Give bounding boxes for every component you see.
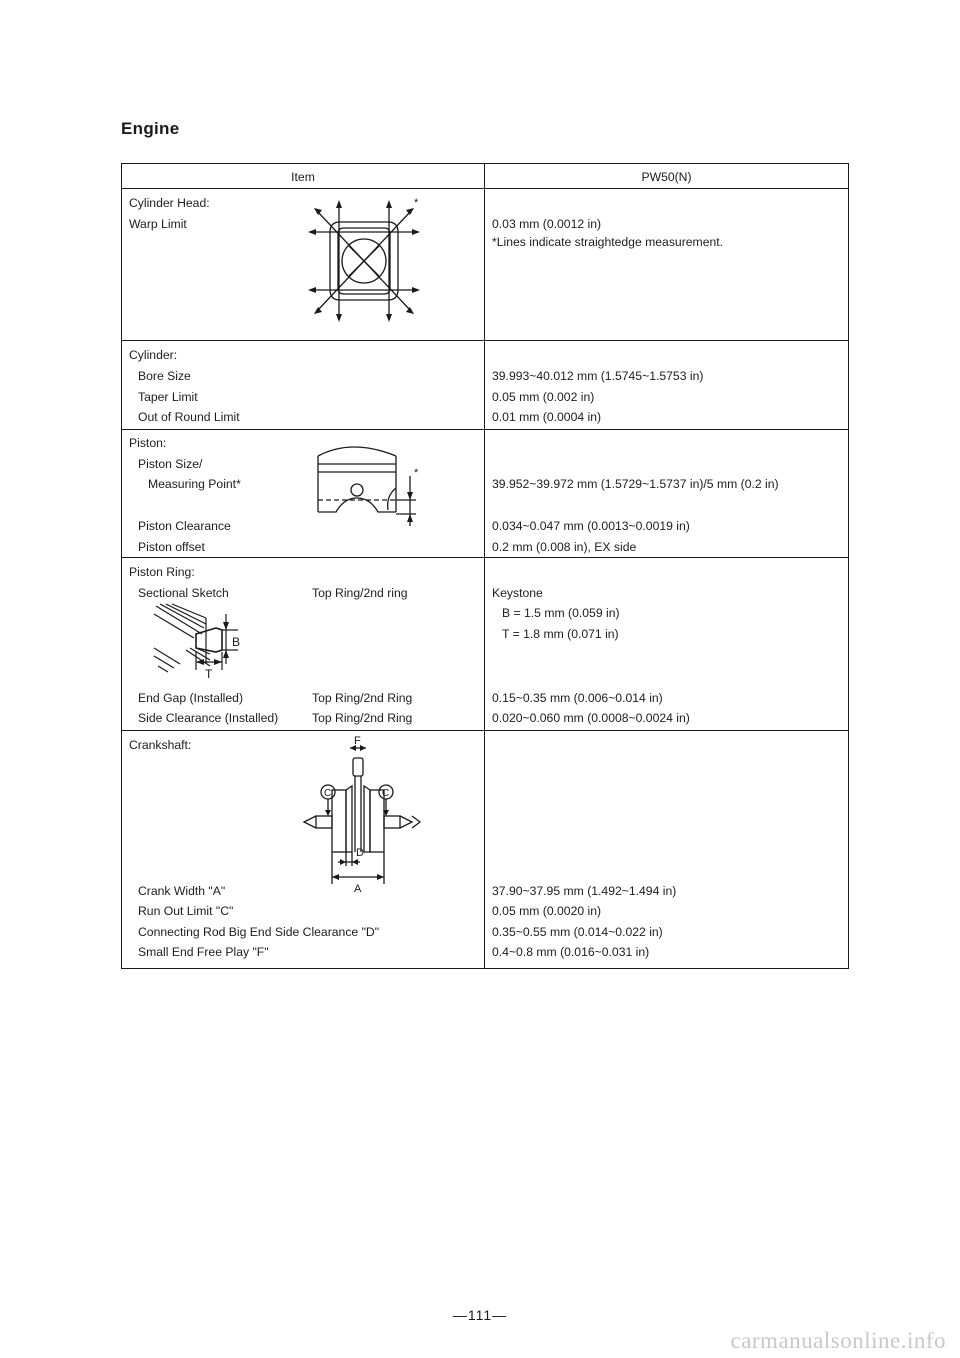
cylinder-head-label: Cylinder Head: [129,196,210,210]
end-gap-label: End Gap (Installed) [138,691,244,705]
piston-offset-label: Piston offset [138,540,205,554]
warp-limit-value: 0.03 mm (0.0012 in) [492,217,602,231]
crank-f-label: F [354,735,361,747]
big-end-label: Connecting Rod Big End Side Clearance "D" [138,925,380,939]
section-title: Engine [121,119,180,138]
out-of-round-label: Out of Round Limit [138,410,240,424]
cylinder-head-warp-diagram [302,192,432,324]
header-divider [122,188,848,189]
row-divider [122,429,848,430]
column-divider [484,164,485,968]
piston-clearance-value: 0.034~0.047 mm (0.0013~0.0019 in) [492,519,690,533]
page-number: —111— [452,1307,508,1323]
keystone-value: Keystone [492,586,543,600]
end-gap-value: 0.15~0.35 mm (0.006~0.014 in) [492,691,663,705]
ring-b-value: B = 1.5 mm (0.059 in) [502,606,620,620]
bore-size-value: 39.993~40.012 mm (1.5745~1.5753 in) [492,369,704,383]
piston-size-label: Piston Size/ [138,457,203,471]
taper-limit-label: Taper Limit [138,390,198,404]
side-clearance-ring-label: Top Ring/2nd Ring [312,711,413,725]
row-divider [122,557,848,558]
crank-c-label-left: C [324,788,332,799]
watermark: carmanualsonline.info [730,1328,946,1353]
piston-label: Piston: [129,436,167,450]
piston-clearance-label: Piston Clearance [138,519,231,533]
straightedge-note: *Lines indicate straightedge measurement. [492,235,724,249]
piston-size-value: 39.952~39.972 mm (1.5729~1.5737 in)/5 mm (0.2 in) [492,477,779,491]
row-divider [122,730,848,731]
ring-t-value: T = 1.8 mm (0.071 in) [502,627,619,641]
top-ring-2nd-ring-label: Top Ring/2nd ring [312,586,408,600]
run-out-label: Run Out Limit "C" [138,904,234,918]
spec-table [121,163,849,969]
piston-measuring-point-diagram [312,440,442,528]
piston-offset-value: 0.2 mm (0.008 in), EX side [492,540,637,554]
ring-b-label: B [232,635,241,649]
out-of-round-value: 0.01 mm (0.0004 in) [492,410,602,424]
big-end-value: 0.35~0.55 mm (0.014~0.022 in) [492,925,663,939]
end-gap-ring-label: Top Ring/2nd Ring [312,691,413,705]
small-end-value: 0.4~0.8 mm (0.016~0.031 in) [492,945,650,959]
side-clearance-value: 0.020~0.060 mm (0.0008~0.0024 in) [492,711,690,725]
header-item: Item [291,170,315,184]
row-divider [122,340,848,341]
piston-ring-label: Piston Ring: [129,565,195,579]
crank-width-value: 37.90~37.95 mm (1.492~1.494 in) [492,884,677,898]
side-clearance-label: Side Clearance (Installed) [138,711,279,725]
sectional-sketch-label: Sectional Sketch [138,586,229,600]
measuring-point-label: Measuring Point* [148,477,241,491]
crankshaft-label: Crankshaft: [129,738,192,752]
run-out-value: 0.05 mm (0.0020 in) [492,904,602,918]
bore-size-label: Bore Size [138,369,191,383]
warp-limit-label: Warp Limit [129,217,187,231]
crank-a-label: A [354,883,362,895]
crankshaft-diagram [302,734,452,904]
header-model: PW50(N) [641,170,692,184]
piston-ring-sectional-sketch [150,604,260,680]
cylinder-label: Cylinder: [129,348,178,362]
piston-asterisk: * [414,467,419,479]
small-end-label: Small End Free Play "F" [138,945,269,959]
crank-c-label-right: C [382,788,390,799]
crank-d-label: D [356,847,364,859]
taper-limit-value: 0.05 mm (0.002 in) [492,390,595,404]
warp-asterisk: * [414,197,419,209]
ring-t-label: T [205,667,213,681]
crank-width-label: Crank Width "A" [138,884,226,898]
